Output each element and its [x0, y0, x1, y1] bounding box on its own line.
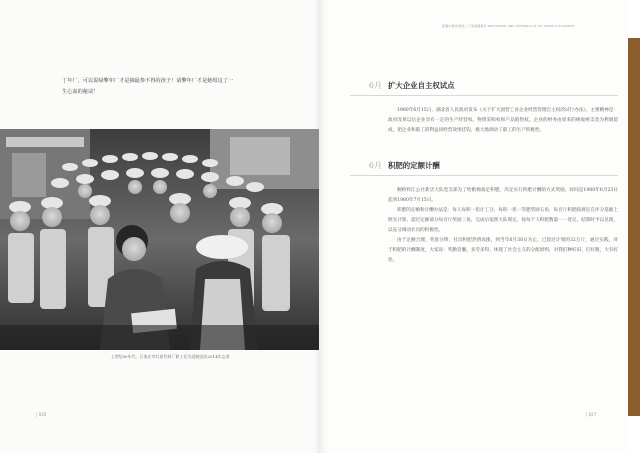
left-quote: 丁年厂，可以说绿擎年厂才是摘最参不得的孩子！请擎年厂才是她组这了一 生心血的秘诀！ [62, 78, 234, 95]
section-title: 积肥的定额计酬 [388, 161, 440, 170]
section-month: 6月 [368, 161, 382, 170]
photo-caption: 上世纪80年代，石家庄市红星饮料厂职工们为迎接国庆2014年志坚 [110, 354, 230, 359]
folio-right: | 027 [586, 412, 597, 417]
section-header [350, 80, 618, 96]
section-paragraph: 1980年6月15日，湖北省人民政府发布《关于扩大国营工业企业经营管理自主权的试行办法》，主要精神是：政府改革以后企业享有一定的生产经营权、物资采购权和产品销售权。企业的财务由原来的统收统支改为利润留成，把企业和职工的利益同经营效果挂钩，极大地调动了职工的生产积极性。 [388, 108, 618, 133]
section-fertilizer-quota [350, 160, 618, 266]
section-divider [350, 175, 618, 176]
section-enterprise-autonomy [350, 80, 618, 136]
page-edge-strip [628, 38, 640, 416]
historical-photo [0, 129, 319, 350]
section-paragraph: 由于定额合理，奖惩分明，社员积肥热情高涨，到当年6月30日为止，已超过计划的32万斤，通过实践，对于积肥的计酬制度，大家说：奖勤罚懒，多劳多得，体现了社会主义的分配原则，对我们种好田、打好粮，大有好处。 [388, 238, 618, 263]
section-title: 扩大企业自主权试点 [388, 81, 455, 90]
section-divider [350, 95, 618, 96]
folio-left: | 026 [36, 412, 47, 417]
crowd-photo-icon [0, 129, 319, 350]
running-head: 影響中國市場的二十項重要事件 INFLUENCE AND OPENING-UP OF CHINA'S ECONOMY [442, 24, 576, 28]
section-paragraph: 积肥的定额和计酬办法是：每人每积一担计工分，每积一担一等肥奖励五角，每百斤积肥按规定在评分基础上照实计算，超过定额部分每百斤奖励三角，完成后依照大队规定，按每个人积肥数量一一登记，结算时予以兑现，以充分调动社员的积极性。 [388, 208, 618, 233]
section-month: 6月 [368, 81, 382, 90]
section-paragraph: 桐桥料江公社新店大队党支部为了给粮棉备足积肥，决定实行积肥计酬的方式奖励，时间是1980年6月23日起到1980年7月15日。 [388, 188, 618, 203]
section-header [350, 160, 618, 176]
